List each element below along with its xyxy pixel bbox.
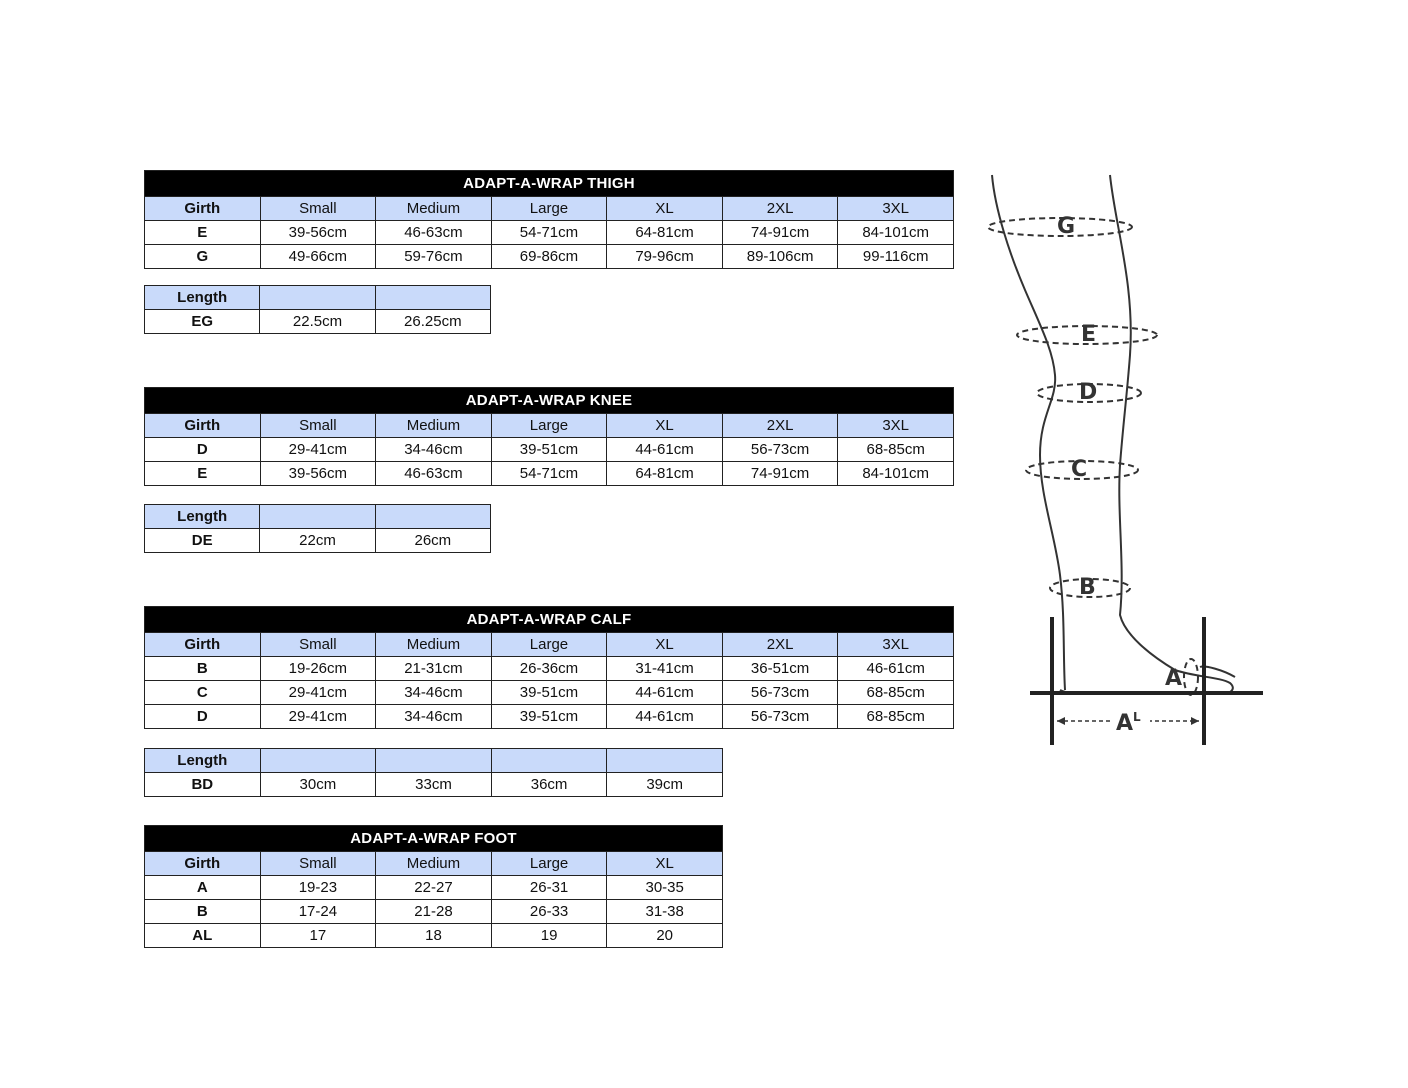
column-header-label: Girth	[145, 852, 261, 876]
table-row	[145, 657, 954, 681]
foot-girth-table	[144, 825, 723, 948]
table-cell: 33cm	[376, 773, 492, 797]
table-cell: 46-63cm	[376, 462, 492, 486]
table-cell: 26-31	[491, 876, 607, 900]
row-label: B	[145, 900, 261, 924]
column-header: 2XL	[722, 414, 838, 438]
table-cell: 26-33	[491, 900, 607, 924]
table-cell: 44-61cm	[607, 681, 723, 705]
column-header: Small	[260, 852, 376, 876]
column-header: XL	[607, 197, 723, 221]
column-header-label: Girth	[145, 197, 261, 221]
column-header-label: Length	[145, 505, 260, 529]
column-header: Large	[491, 852, 607, 876]
column-header: 3XL	[838, 414, 954, 438]
column-header	[375, 505, 490, 529]
table-row	[145, 773, 723, 797]
column-header: 3XL	[838, 197, 954, 221]
table-row	[145, 310, 491, 334]
column-header: Medium	[376, 633, 492, 657]
column-header-label: Length	[145, 749, 261, 773]
header-row	[145, 852, 723, 876]
column-header	[607, 749, 723, 773]
column-header: Medium	[376, 414, 492, 438]
table-cell: 26.25cm	[375, 310, 490, 334]
table-cell: 39-51cm	[491, 705, 607, 729]
table-cell: 34-46cm	[376, 438, 492, 462]
column-header: Medium	[376, 197, 492, 221]
table-cell: 56-73cm	[722, 705, 838, 729]
table-cell: 29-41cm	[260, 681, 376, 705]
table-cell: 31-41cm	[607, 657, 723, 681]
table-row	[145, 438, 954, 462]
column-header-label: Girth	[145, 633, 261, 657]
table-cell: 19-26cm	[260, 657, 376, 681]
header-row	[145, 633, 954, 657]
table-cell: 68-85cm	[838, 705, 954, 729]
table-row	[145, 681, 954, 705]
table-cell: 26cm	[375, 529, 490, 553]
table-cell: 29-41cm	[260, 438, 376, 462]
column-header: Small	[260, 633, 376, 657]
row-label: AL	[145, 924, 261, 948]
column-header: Small	[260, 414, 376, 438]
table-cell: 46-63cm	[376, 221, 492, 245]
table-row	[145, 900, 723, 924]
table-row	[145, 529, 491, 553]
column-header: XL	[607, 414, 723, 438]
table-cell: 34-46cm	[376, 681, 492, 705]
table-cell: 49-66cm	[260, 245, 376, 269]
table-cell: 36-51cm	[722, 657, 838, 681]
table-row	[145, 245, 954, 269]
column-header: 3XL	[838, 633, 954, 657]
column-header	[375, 286, 490, 310]
row-label: E	[145, 462, 261, 486]
table-cell: 18	[376, 924, 492, 948]
table-cell: 21-31cm	[376, 657, 492, 681]
table-cell: 39-51cm	[491, 681, 607, 705]
row-label: E	[145, 221, 261, 245]
table-cell: 17-24	[260, 900, 376, 924]
row-label: A	[145, 876, 261, 900]
row-label: EG	[145, 310, 260, 334]
table-cell: 56-73cm	[722, 438, 838, 462]
label-e: E	[1081, 322, 1097, 347]
table-cell: 34-46cm	[376, 705, 492, 729]
column-header	[260, 749, 376, 773]
table-row	[145, 221, 954, 245]
label-al-sub: L	[1133, 710, 1141, 724]
table-row	[145, 876, 723, 900]
header-row	[145, 197, 954, 221]
table-cell: 56-73cm	[722, 681, 838, 705]
column-header: Large	[491, 633, 607, 657]
label-a: A	[1165, 666, 1183, 691]
table-cell: 29-41cm	[260, 705, 376, 729]
table-title: ADAPT-A-WRAP KNEE	[145, 388, 954, 414]
table-cell: 31-38	[607, 900, 723, 924]
column-header: Small	[260, 197, 376, 221]
column-header-label: Length	[145, 286, 260, 310]
table-row	[145, 924, 723, 948]
row-label: C	[145, 681, 261, 705]
table-cell: 19-23	[260, 876, 376, 900]
row-label: G	[145, 245, 261, 269]
table-cell: 30cm	[260, 773, 376, 797]
row-label: D	[145, 438, 261, 462]
table-row	[145, 462, 954, 486]
row-label: D	[145, 705, 261, 729]
thigh-length-table	[144, 285, 491, 334]
table-cell: 36cm	[491, 773, 607, 797]
table-cell: 44-61cm	[607, 438, 723, 462]
table-cell: 68-85cm	[838, 681, 954, 705]
table-row	[145, 705, 954, 729]
column-header	[376, 749, 492, 773]
column-header: Medium	[376, 852, 492, 876]
table-cell: 22-27	[376, 876, 492, 900]
table-title: ADAPT-A-WRAP FOOT	[145, 826, 723, 852]
row-label: B	[145, 657, 261, 681]
label-al-main: A	[1116, 711, 1134, 736]
label-g: G	[1057, 214, 1076, 239]
thigh-girth-table	[144, 170, 954, 269]
table-cell: 59-76cm	[376, 245, 492, 269]
table-cell: 20	[607, 924, 723, 948]
table-cell: 22.5cm	[260, 310, 375, 334]
table-cell: 22cm	[260, 529, 375, 553]
table-cell: 89-106cm	[722, 245, 838, 269]
header-row	[145, 749, 723, 773]
leg-measurement-diagram	[985, 165, 1275, 755]
column-header-label: Girth	[145, 414, 261, 438]
column-header: Large	[491, 414, 607, 438]
table-cell: 54-71cm	[491, 221, 607, 245]
column-header	[260, 505, 375, 529]
column-header: 2XL	[722, 197, 838, 221]
knee-length-table	[144, 504, 491, 553]
girth-ring-a	[1184, 659, 1198, 695]
table-cell: 39-51cm	[491, 438, 607, 462]
table-cell: 39-56cm	[260, 462, 376, 486]
label-b: B	[1079, 575, 1096, 600]
leg-outline-front	[1060, 175, 1233, 694]
column-header	[260, 286, 375, 310]
table-cell: 64-81cm	[607, 462, 723, 486]
calf-girth-table	[144, 606, 954, 729]
header-row	[145, 414, 954, 438]
column-header: XL	[607, 633, 723, 657]
table-cell: 69-86cm	[491, 245, 607, 269]
row-label: DE	[145, 529, 260, 553]
row-label: BD	[145, 773, 261, 797]
table-cell: 39cm	[607, 773, 723, 797]
table-cell: 44-61cm	[607, 705, 723, 729]
table-cell: 19	[491, 924, 607, 948]
column-header: XL	[607, 852, 723, 876]
table-cell: 21-28	[376, 900, 492, 924]
table-cell: 74-91cm	[722, 462, 838, 486]
column-header: Large	[491, 197, 607, 221]
table-cell: 84-101cm	[838, 462, 954, 486]
table-cell: 84-101cm	[838, 221, 954, 245]
calf-length-table	[144, 748, 723, 797]
header-row	[145, 286, 491, 310]
column-header: 2XL	[722, 633, 838, 657]
table-cell: 17	[260, 924, 376, 948]
table-cell: 99-116cm	[838, 245, 954, 269]
table-title: ADAPT-A-WRAP THIGH	[145, 171, 954, 197]
table-cell: 30-35	[607, 876, 723, 900]
header-row	[145, 505, 491, 529]
table-cell: 68-85cm	[838, 438, 954, 462]
leg-outline-back	[992, 175, 1065, 690]
table-cell: 64-81cm	[607, 221, 723, 245]
table-cell: 74-91cm	[722, 221, 838, 245]
label-c: C	[1071, 457, 1088, 482]
column-header	[491, 749, 607, 773]
table-title: ADAPT-A-WRAP CALF	[145, 607, 954, 633]
table-cell: 39-56cm	[260, 221, 376, 245]
knee-girth-table	[144, 387, 954, 486]
label-d: D	[1079, 380, 1098, 405]
table-cell: 26-36cm	[491, 657, 607, 681]
table-cell: 46-61cm	[838, 657, 954, 681]
table-cell: 54-71cm	[491, 462, 607, 486]
table-cell: 79-96cm	[607, 245, 723, 269]
